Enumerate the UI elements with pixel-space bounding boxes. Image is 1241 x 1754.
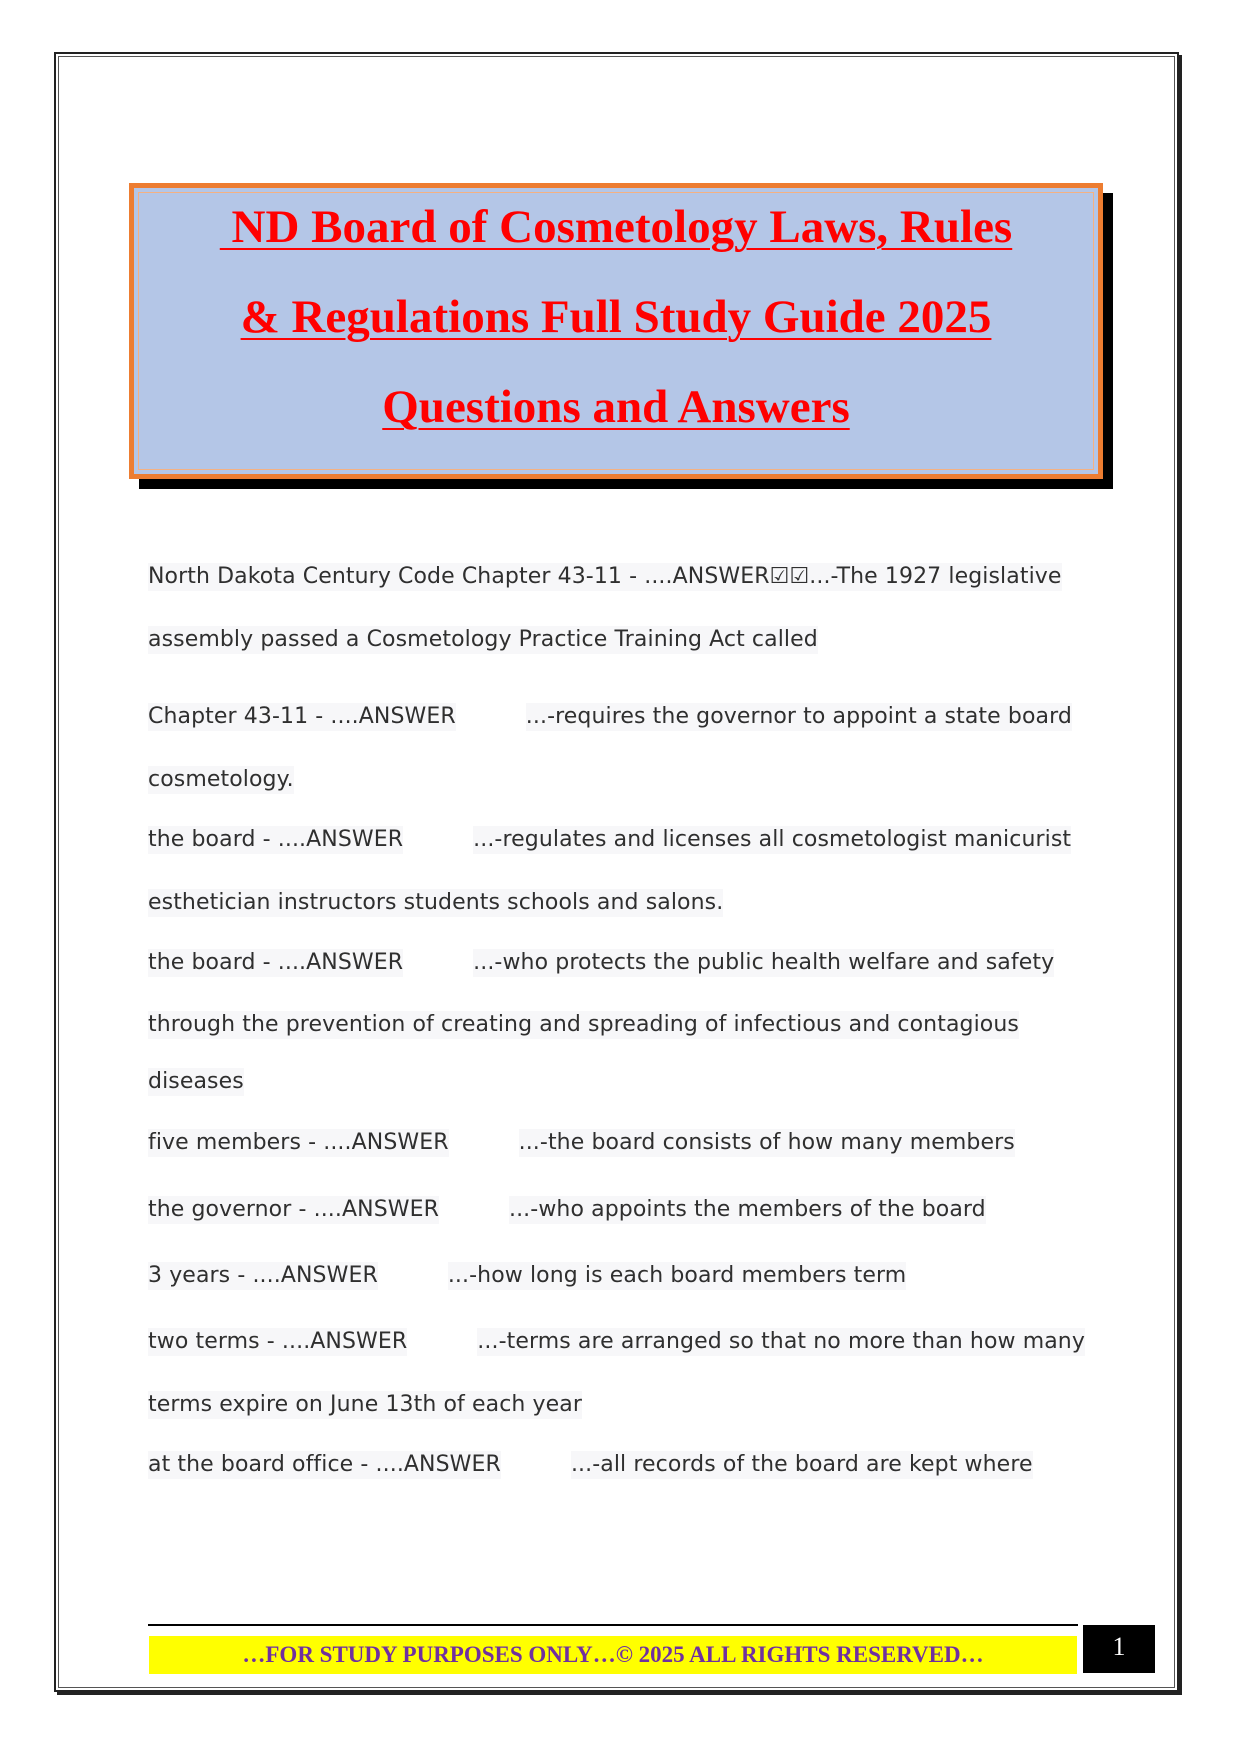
qa-entry-4-line-3: diseases: [148, 1069, 244, 1094]
qa-entry-4-line-2: through the prevention of creating and spreading of infectious and contagious: [148, 1012, 1019, 1037]
qa-entry-3-line-2: esthetician instructors students schools and salons.: [148, 890, 724, 915]
qa-entry-2-question: [148, 703, 1072, 731]
footer-rule: [148, 1624, 1078, 1626]
qa-entry-1-line-2: assembly passed a Cosmetology Practice Training Act called: [148, 627, 818, 652]
qa-entry-5-term: five members - ....ANSWER: [148, 1130, 449, 1155]
qa-entry-8-term: two terms - ....ANSWER: [148, 1329, 408, 1354]
qa-entry-8-line-2: terms expire on June 13th of each year: [148, 1392, 583, 1417]
qa-entry-6-answer: ...-who appoints the members of the board: [509, 1197, 986, 1222]
qa-entry-2-answer: ...-requires the governor to appoint a state board: [525, 704, 1072, 729]
qa-entry-3-term: the board - ....ANSWER: [148, 827, 404, 852]
qa-entry-9-answer: ...-all records of the board are kept where: [570, 1452, 1033, 1477]
page-number: 1: [1112, 1632, 1126, 1661]
title-line-3: Questions and Answers: [382, 381, 850, 433]
title-line-1: ND Board of Cosmetology Laws, Rules: [219, 201, 1013, 253]
footer-text: …FOR STUDY PURPOSES ONLY…© 2025 ALL RIGHTS RESERVED…: [242, 1642, 984, 1667]
qa-entry-3-question: [148, 826, 1071, 854]
qa-entry-2-term: Chapter 43-11 - ....ANSWER: [148, 704, 456, 729]
qa-entry-9-question: [148, 1451, 1033, 1479]
qa-entry-5-answer: ...-the board consists of how many members: [518, 1130, 1015, 1155]
qa-entry-4-question: [148, 949, 1054, 977]
title-box: [129, 183, 1103, 479]
qa-entry-6-term: the governor - ....ANSWER: [148, 1197, 439, 1222]
qa-entry-5-question: [148, 1129, 1015, 1157]
qa-entry-6-question: [148, 1196, 986, 1224]
qa-entry-7-answer: ...-how long is each board members term: [447, 1263, 907, 1288]
qa-entry-2-line-2: cosmetology.: [148, 767, 294, 792]
qa-entry-8-answer: ...-terms are arranged so that no more than how many: [477, 1329, 1085, 1354]
qa-entry-9-term: at the board office - ....ANSWER: [148, 1452, 501, 1477]
qa-entry-4-term: the board - ....ANSWER: [148, 950, 404, 975]
qa-entry-8-question: [148, 1328, 1085, 1356]
qa-entry-1-line-1: North Dakota Century Code Chapter 43-11 - ....ANSWER☑☑...-The 1927 legislative: [148, 564, 1062, 589]
qa-entry-7-question: [148, 1262, 906, 1290]
title-line-2: & Regulations Full Study Guide 2025: [240, 291, 992, 343]
qa-entry-7-term: 3 years - ....ANSWER: [148, 1263, 378, 1288]
qa-entry-4-answer: ...-who protects the public health welfare and safety: [473, 950, 1055, 975]
qa-entry-3-answer: ...-regulates and licenses all cosmetologist manicurist: [473, 827, 1072, 852]
